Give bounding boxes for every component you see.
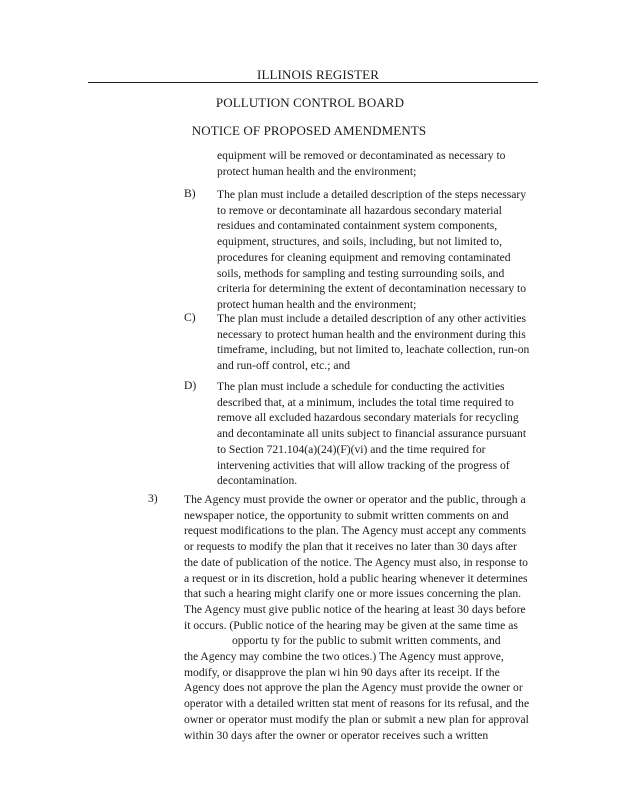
item-label-d: D) [184, 379, 197, 392]
text-line: operator with a detailed written stat ment of reasons for its refusal, and the [184, 697, 530, 711]
text-line: equipment will be removed or decontaminated as necessary to [217, 149, 506, 162]
text-line: or requests to modify the plan that it receives no later than 30 days after [184, 540, 517, 554]
text-line: and decontaminate all units subject to financial assurance pursuant [217, 427, 527, 441]
text-line: The plan must include a schedule for conducting the activities [217, 380, 505, 393]
text-line: it occurs. (Public notice of the hearing may be given at the same time as [184, 618, 518, 632]
text-line: criteria for determining the extent of decontamination necessary to [217, 282, 527, 296]
text-line: opportu ty for the public to submit written comments, and [232, 634, 501, 648]
item-d-text [217, 379, 547, 489]
text-line: Agency does not approve the plan the Agency must provide the owner or [184, 681, 523, 695]
text-line: described that, at a minimum, includes the total time required to [217, 395, 514, 409]
text-line: the Agency may combine the two otices.) The Agency must approve, [184, 650, 504, 664]
item-label-b: B) [184, 187, 196, 200]
text-line: the date of publication of the notice. The Agency must also, in response to [184, 555, 528, 569]
text-line: that such a hearing might clarify one or more issues concerning the plan. [184, 587, 522, 601]
item-label-c: C) [184, 311, 196, 324]
text-line: request modifications to the plan. The Agency must accept any comments [184, 524, 527, 538]
text-line: necessary to protect human health and the environment during this [217, 327, 526, 341]
text-line: residues and contaminated containment system components, [217, 219, 498, 233]
text-line: intervening activities that will allow tracking of the progress of [217, 458, 510, 472]
text-line: The plan must include a detailed description of the steps necessary [217, 188, 527, 201]
board-name: POLLUTION CONTROL BOARD [215, 95, 405, 110]
text-line: newspaper notice, the opportunity to submit written comments on and [184, 508, 509, 522]
text-line: owner or operator must modify the plan or submit a new plan for approval [184, 712, 529, 726]
register-title: ILLINOIS REGISTER [257, 67, 379, 82]
text-line: The plan must include a detailed description of any other activities [217, 312, 527, 325]
paragraph-label-3: 3) [148, 492, 158, 505]
text-line: and run-off control, etc.; and [217, 359, 351, 373]
text-line: decontamination. [217, 474, 298, 488]
text-line: timeframe, including, but not limited to, leachate collection, run-on [217, 343, 530, 357]
item-c-text [217, 311, 547, 374]
text-line: The Agency must provide the owner or operator and the public, through a [184, 493, 526, 506]
text-line: a request or in its discretion, hold a public hearing whenever it determines [184, 571, 528, 585]
paragraph-3-text [184, 492, 554, 743]
text-line: to Section 721.104(a)(24)(F)(vi) and the time required for [217, 442, 486, 456]
text-line: The Agency must give public notice of the hearing at least 30 days before [184, 602, 526, 616]
text-line: protect human health and the environment; [217, 297, 417, 311]
text-line: within 30 days after the owner or operator receives such a written [184, 728, 489, 742]
header-rule [88, 82, 538, 83]
text-line: to remove or decontaminate all hazardous secondary material [217, 203, 502, 217]
text-line: procedures for cleaning equipment and removing contaminated [217, 250, 511, 264]
text-line: remove all excluded hazardous secondary materials for recycling [217, 411, 519, 425]
text-line: protect human health and the environment; [217, 164, 417, 178]
text-line: equipment, structures, and soils, including, but not limited to, [217, 235, 502, 249]
notice-title: NOTICE OF PROPOSED AMENDMENTS [191, 123, 427, 138]
text-line: soils, methods for sampling and testing surrounding soils, and [217, 266, 505, 280]
continuation-text [217, 148, 547, 179]
text-line: modify, or disapprove the plan wi hin 90 days after its receipt. If the [184, 665, 500, 679]
item-b-text [217, 187, 547, 313]
